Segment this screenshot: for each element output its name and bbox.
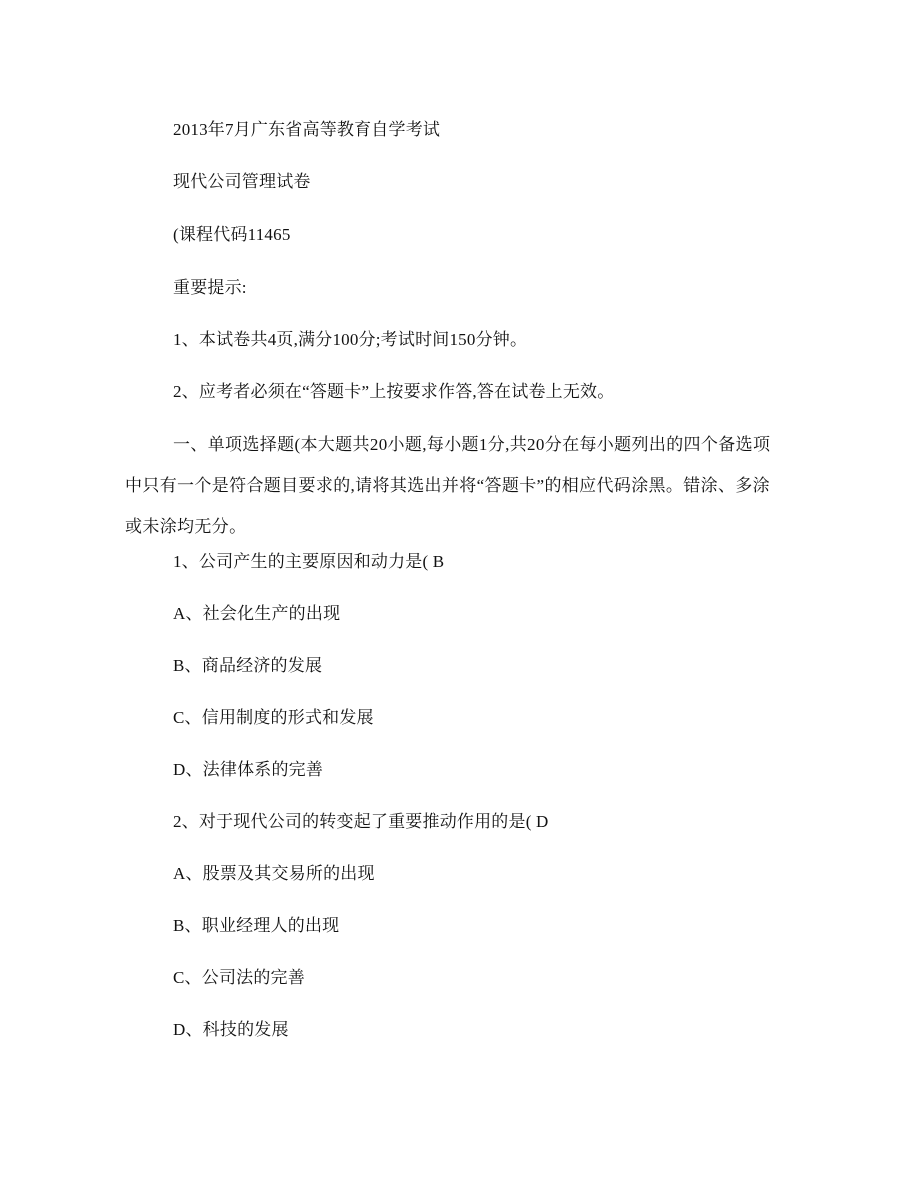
question-option: D、科技的发展	[173, 1020, 289, 1039]
question-stem: 1、公司产生的主要原因和动力是( B	[173, 552, 445, 571]
notice-item: 1、本试卷共4页,满分100分;考试时间150分钟。	[173, 330, 528, 349]
notice-heading: 重要提示:	[173, 278, 247, 297]
question-option: A、股票及其交易所的出现	[173, 864, 375, 883]
question-option: B、商品经济的发展	[173, 656, 323, 675]
notice-item: 2、应考者必须在“答题卡”上按要求作答,答在试卷上无效。	[173, 382, 615, 401]
question-option: C、公司法的完善	[173, 968, 305, 987]
section-one-instructions: 一、单项选择题(本大题共20小题,每小题1分,共20分在每小题列出的四个备选项中只有一个是符合题目要求的,请将其选出并将“答题卡”的相应代码涂黑。错涂、多涂或未涂均无分。	[125, 435, 771, 536]
question-option: D、法律体系的完善	[173, 760, 324, 779]
question-stem: 2、对于现代公司的转变起了重要推动作用的是( D	[173, 812, 549, 831]
course-code: (课程代码11465	[173, 225, 291, 244]
question-option: B、职业经理人的出现	[173, 916, 340, 935]
question-option: A、社会化生产的出现	[173, 604, 341, 623]
question-option: C、信用制度的形式和发展	[173, 708, 374, 727]
exam-title: 2013年7月广东省高等教育自学考试	[173, 120, 441, 139]
paper-title: 现代公司管理试卷	[173, 172, 311, 191]
